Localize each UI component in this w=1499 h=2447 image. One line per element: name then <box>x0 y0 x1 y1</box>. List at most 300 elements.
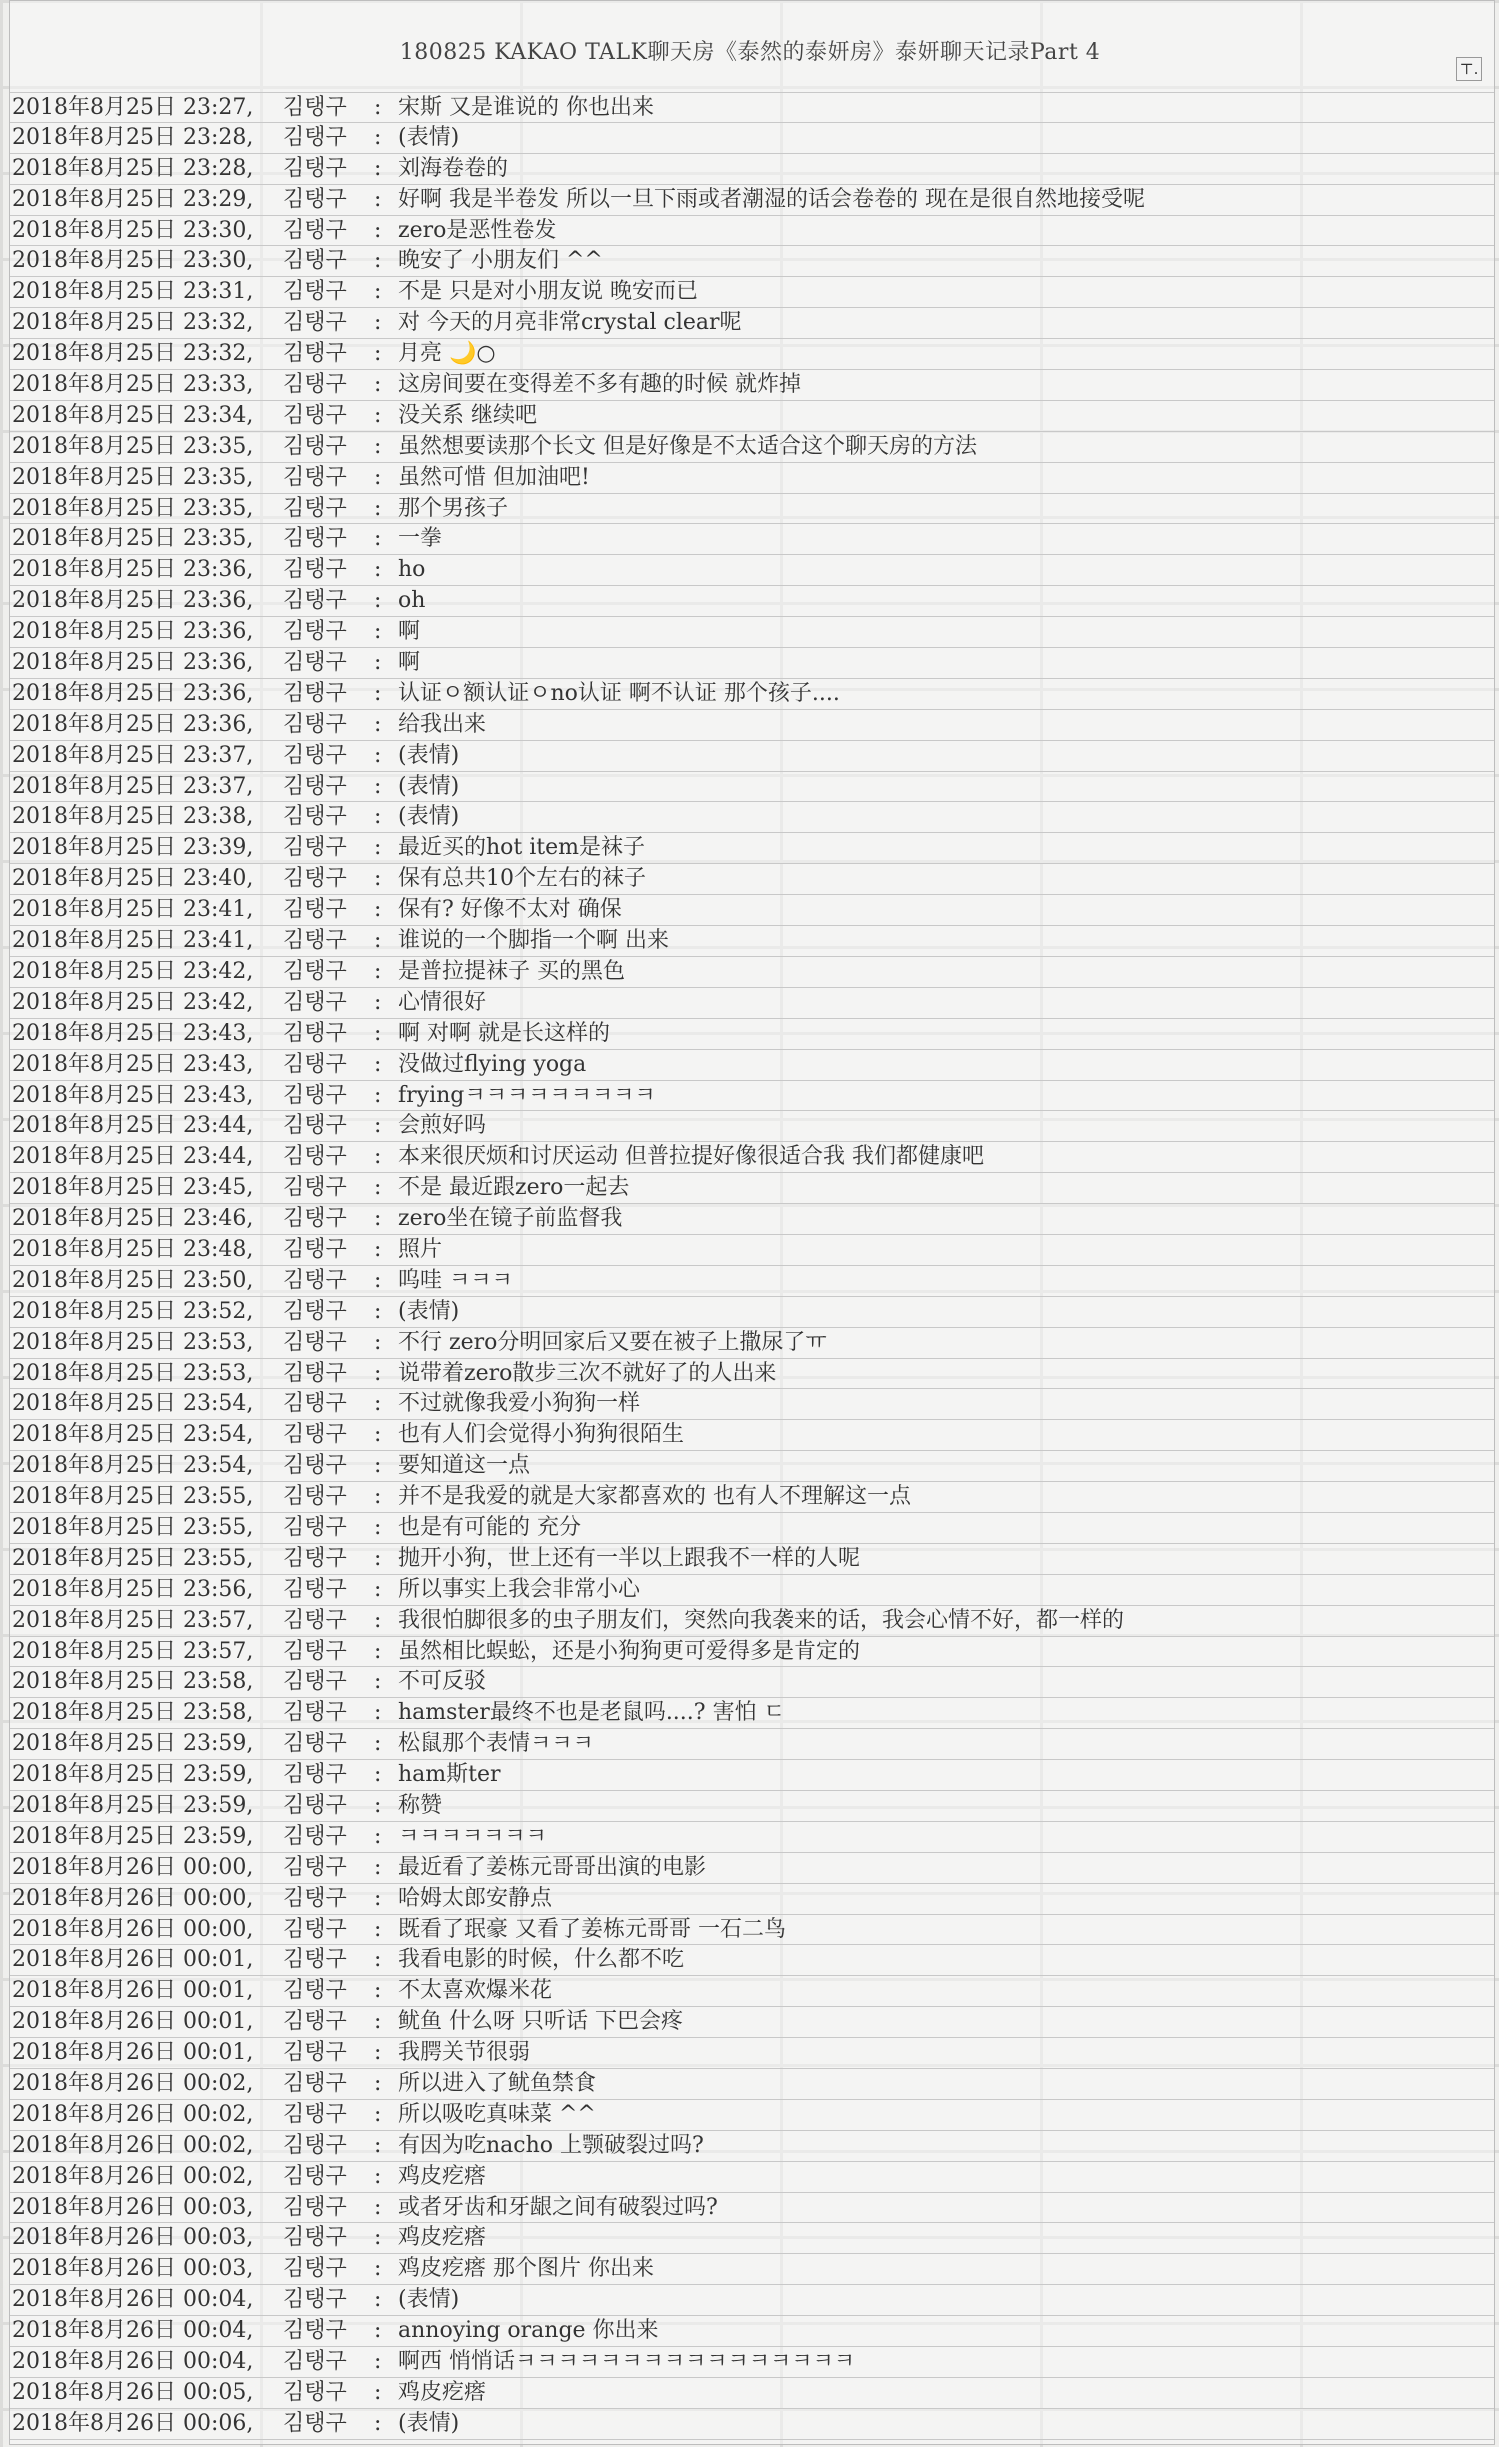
separator: : <box>374 958 382 984</box>
table-row <box>10 401 1494 432</box>
timestamp: 2018年8月25日 23:50, <box>12 1267 254 1293</box>
table-row <box>10 1111 1494 1142</box>
separator: : <box>374 1916 382 1942</box>
message-text: 这房间要在变得差不多有趣的时候 就炸掉 <box>398 372 801 398</box>
timestamp: 2018年8月26日 00:03, <box>12 2256 254 2282</box>
message-text: 鸡皮疙瘩 那个图片 你出来 <box>398 2256 654 2282</box>
sender-name: 김탱구 <box>283 1082 347 1108</box>
sender-name: 김탱구 <box>283 2410 347 2436</box>
message-text: 刘海卷卷的 <box>398 155 509 181</box>
table-row <box>10 2254 1494 2285</box>
separator: : <box>374 186 382 212</box>
message-text: 保有? 好像不太对 确保 <box>398 897 622 923</box>
message-text: (表情) <box>398 2410 460 2436</box>
separator: : <box>374 650 382 676</box>
table-row <box>10 1884 1494 1915</box>
separator: : <box>374 1267 382 1293</box>
message-text: ho <box>398 557 426 583</box>
sender-name: 김탱구 <box>283 1329 347 1355</box>
separator: : <box>374 1206 382 1232</box>
timestamp: 2018年8月25日 23:46, <box>12 1206 254 1232</box>
table-row <box>10 1976 1494 2007</box>
sender-name: 김탱구 <box>283 402 347 428</box>
separator: : <box>374 310 382 336</box>
sender-name: 김탱구 <box>283 1422 347 1448</box>
table-row <box>10 895 1494 926</box>
table-row <box>10 2193 1494 2224</box>
separator: : <box>374 928 382 954</box>
table-row <box>10 802 1494 833</box>
timestamp: 2018年8月26日 00:01, <box>12 1947 254 1973</box>
message-text: (表情) <box>398 1298 460 1324</box>
table-row <box>10 1760 1494 1791</box>
timestamp: 2018年8月25日 23:57, <box>12 1607 254 1633</box>
message-text: 认证ㅇ额认证ㅇno认证 啊不认证 那个孩子.... <box>398 680 840 706</box>
timestamp: 2018年8月25日 23:54, <box>12 1453 254 1479</box>
message-text: 所以进入了鱿鱼禁食 <box>398 2071 597 2096</box>
separator: : <box>374 1360 382 1386</box>
table-row <box>10 1142 1494 1173</box>
message-text: 好啊 我是半卷发 所以一旦下雨或者潮湿的话会卷卷的 现在是很自然地接受呢 <box>398 186 1145 212</box>
separator: : <box>374 1978 382 2004</box>
sender-name: 김탱구 <box>283 1206 347 1232</box>
table-row <box>10 2100 1494 2131</box>
table-row <box>10 2038 1494 2069</box>
table-row <box>10 1389 1494 1420</box>
table-row <box>10 710 1494 741</box>
message-text: 最近看了姜栋元哥哥出演的电影 <box>398 1854 707 1880</box>
message-text: fryingㅋㅋㅋㅋㅋㅋㅋㅋㅋ <box>398 1082 656 1108</box>
timestamp: 2018年8月25日 23:34, <box>12 402 254 428</box>
separator: : <box>374 1885 382 1911</box>
sender-name: 김탱구 <box>283 186 347 212</box>
table-row <box>10 1482 1494 1513</box>
sender-name: 김탱구 <box>283 1978 347 2004</box>
separator: : <box>374 279 382 305</box>
separator: : <box>374 1700 382 1726</box>
table-row <box>10 1544 1494 1575</box>
separator: : <box>374 2256 382 2282</box>
table-row <box>10 2162 1494 2193</box>
message-text: 保有总共10个左右的袜子 <box>398 866 646 892</box>
sender-name: 김탱구 <box>283 1144 347 1170</box>
sender-name: 김탱구 <box>283 1298 347 1324</box>
separator: : <box>374 835 382 861</box>
sender-name: 김탱구 <box>283 619 347 645</box>
timestamp: 2018年8月26日 00:02, <box>12 2132 254 2158</box>
separator: : <box>374 588 382 614</box>
timestamp: 2018年8月25日 23:54, <box>12 1391 254 1417</box>
sender-name: 김탱구 <box>283 95 347 120</box>
sender-name: 김탱구 <box>283 495 347 521</box>
timestamp: 2018年8月25日 23:53, <box>12 1360 254 1386</box>
table-row <box>10 2316 1494 2347</box>
sender-name: 김탱구 <box>283 928 347 954</box>
timestamp: 2018年8月25日 23:33, <box>12 372 254 398</box>
timestamp: 2018年8月26日 00:00, <box>12 1854 254 1880</box>
sender-name: 김탱구 <box>283 1700 347 1726</box>
separator: : <box>374 1545 382 1571</box>
timestamp: 2018年8月26日 00:01, <box>12 2040 254 2066</box>
timestamp: 2018年8月25日 23:35, <box>12 464 254 490</box>
separator: : <box>374 1236 382 1262</box>
table-row <box>10 1915 1494 1946</box>
separator: : <box>374 124 382 150</box>
timestamp: 2018年8月25日 23:36, <box>12 711 254 737</box>
table-row <box>10 1513 1494 1544</box>
message-text: ㅋㅋㅋㅋㅋㅋㅋ <box>398 1823 547 1849</box>
timestamp: 2018年8月25日 23:36, <box>12 557 254 583</box>
sender-name: 김탱구 <box>283 835 347 861</box>
message-text: 不过就像我爱小狗狗一样 <box>398 1391 641 1417</box>
sender-name: 김탱구 <box>283 1051 347 1077</box>
timestamp: 2018年8月25日 23:44, <box>12 1144 254 1170</box>
sender-name: 김탱구 <box>283 2225 347 2251</box>
sender-name: 김탱구 <box>283 1576 347 1602</box>
table-row <box>10 1698 1494 1729</box>
separator: : <box>374 1175 382 1201</box>
timestamp: 2018年8月25日 23:43, <box>12 1020 254 1046</box>
message-text: 会煎好吗 <box>398 1113 487 1139</box>
separator: : <box>374 433 382 459</box>
sender-name: 김탱구 <box>283 989 347 1015</box>
sender-name: 김탱구 <box>283 1762 347 1788</box>
timestamp: 2018年8月25日 23:37, <box>12 773 254 799</box>
message-text: (表情) <box>398 773 460 799</box>
separator: : <box>374 2009 382 2035</box>
table-row <box>10 277 1494 308</box>
timestamp: 2018年8月25日 23:36, <box>12 588 254 614</box>
table-row <box>10 246 1494 277</box>
table-row <box>10 92 1494 123</box>
sender-name: 김탱구 <box>283 310 347 336</box>
separator: : <box>374 1607 382 1633</box>
table-row <box>10 1050 1494 1081</box>
sender-name: 김탱구 <box>283 804 347 830</box>
table-row <box>10 1359 1494 1390</box>
sender-name: 김탱구 <box>283 1545 347 1571</box>
message-text: 呜哇 ㅋㅋㅋ <box>398 1267 513 1293</box>
separator: : <box>374 1020 382 1046</box>
sender-name: 김탱구 <box>283 1792 347 1818</box>
timestamp: 2018年8月25日 23:40, <box>12 866 254 892</box>
timestamp: 2018年8月26日 00:00, <box>12 1916 254 1942</box>
table-row <box>10 1266 1494 1297</box>
message-text: (表情) <box>398 124 460 150</box>
sender-name: 김탱구 <box>283 1391 347 1417</box>
message-text: 也有人们会觉得小狗狗很陌生 <box>398 1422 685 1448</box>
table-row <box>10 1019 1494 1050</box>
separator: : <box>374 1854 382 1880</box>
sender-name: 김탱구 <box>283 217 347 243</box>
timestamp: 2018年8月25日 23:59, <box>12 1823 254 1849</box>
separator: : <box>374 402 382 428</box>
message-text: 所以吸吃真味菜 ^^ <box>398 2101 596 2127</box>
separator: : <box>374 2101 382 2127</box>
timestamp: 2018年8月25日 23:27, <box>12 95 254 120</box>
chat-rows <box>10 92 1494 2440</box>
message-text: 没做过flying yoga <box>398 1051 587 1077</box>
message-text: 虽然相比蜈蚣，还是小狗狗更可爱得多是肯定的 <box>398 1638 861 1664</box>
table-row <box>10 2223 1494 2254</box>
table-row <box>10 1235 1494 1266</box>
table-row <box>10 339 1494 370</box>
table-row <box>10 216 1494 247</box>
table-row <box>10 555 1494 586</box>
message-text: 既看了珉豪 又看了姜栋元哥哥 一石二鸟 <box>398 1916 786 1942</box>
table-row <box>10 1606 1494 1637</box>
timestamp: 2018年8月25日 23:58, <box>12 1669 254 1695</box>
separator: : <box>374 341 382 367</box>
sender-name: 김탱구 <box>283 1514 347 1540</box>
table-row <box>10 2347 1494 2378</box>
table-row <box>10 1451 1494 1482</box>
message-text: (表情) <box>398 742 460 768</box>
sender-name: 김탱구 <box>283 1236 347 1262</box>
sender-name: 김탱구 <box>283 1267 347 1293</box>
separator: : <box>374 989 382 1015</box>
sender-name: 김탱구 <box>283 866 347 892</box>
table-row <box>10 679 1494 710</box>
sender-name: 김탱구 <box>283 2071 347 2096</box>
table-row <box>10 1328 1494 1359</box>
table-row <box>10 1822 1494 1853</box>
table-row <box>10 2007 1494 2038</box>
timestamp: 2018年8月25日 23:39, <box>12 835 254 861</box>
message-text: (表情) <box>398 804 460 830</box>
message-text: 不太喜欢爆米花 <box>398 1978 553 2004</box>
timestamp: 2018年8月26日 00:01, <box>12 1978 254 2004</box>
separator: : <box>374 217 382 243</box>
page-title: 180825 KAKAO TALK聊天房《泰然的泰妍房》泰妍聊天记录Part 4 <box>399 40 1101 65</box>
table-row <box>10 1173 1494 1204</box>
separator: : <box>374 1298 382 1324</box>
table-row <box>10 1637 1494 1668</box>
separator: : <box>374 1638 382 1664</box>
message-text: 本来很厌烦和讨厌运动 但普拉提好像很适合我 我们都健康吧 <box>398 1144 984 1170</box>
sender-name: 김탱구 <box>283 372 347 398</box>
message-text: 啊 <box>398 650 421 676</box>
separator: : <box>374 1082 382 1108</box>
sender-name: 김탱구 <box>283 1731 347 1757</box>
sender-name: 김탱구 <box>283 588 347 614</box>
message-text: 或者牙齿和牙龈之间有破裂过吗? <box>398 2194 718 2220</box>
sender-name: 김탱구 <box>283 2318 347 2344</box>
table-row <box>10 988 1494 1019</box>
separator: : <box>374 2163 382 2189</box>
table-row <box>10 833 1494 864</box>
timestamp: 2018年8月25日 23:55, <box>12 1545 254 1571</box>
sender-name: 김탱구 <box>283 1885 347 1911</box>
separator: : <box>374 1051 382 1077</box>
table-row <box>10 524 1494 555</box>
separator: : <box>374 1762 382 1788</box>
separator: : <box>374 2410 382 2436</box>
message-text: 最近买的hot item是袜子 <box>398 835 646 861</box>
message-text: 也是有可能的 充分 <box>398 1514 581 1540</box>
table-row <box>10 741 1494 772</box>
message-text: 我看电影的时候，什么都不吃 <box>398 1947 685 1973</box>
message-text: 晚安了 小朋友们 ^^ <box>398 248 603 274</box>
separator: : <box>374 2194 382 2220</box>
message-text: 是普拉提袜子 买的黑色 <box>398 958 625 984</box>
message-text: oh <box>398 588 426 614</box>
separator: : <box>374 464 382 490</box>
message-text: 啊 对啊 就是长这样的 <box>398 1020 610 1046</box>
timestamp: 2018年8月25日 23:32, <box>12 341 254 367</box>
separator: : <box>374 2349 382 2375</box>
table-row <box>10 463 1494 494</box>
separator: : <box>374 1576 382 1602</box>
table-row <box>10 2069 1494 2100</box>
sender-name: 김탱구 <box>283 2163 347 2189</box>
timestamp: 2018年8月25日 23:55, <box>12 1484 254 1510</box>
separator: : <box>374 95 382 120</box>
separator: : <box>374 2225 382 2251</box>
table-row <box>10 648 1494 679</box>
message-text: 给我出来 <box>398 711 487 737</box>
timestamp: 2018年8月25日 23:43, <box>12 1051 254 1077</box>
message-text: 一拳 <box>398 526 443 552</box>
separator: : <box>374 1113 382 1139</box>
message-text: zero是恶性卷发 <box>398 217 557 243</box>
sender-name: 김탱구 <box>283 1854 347 1880</box>
table-row <box>10 308 1494 339</box>
timestamp: 2018年8月26日 00:03, <box>12 2194 254 2220</box>
sender-name: 김탱구 <box>283 433 347 459</box>
timestamp: 2018年8月25日 23:52, <box>12 1298 254 1324</box>
timestamp: 2018年8月25日 23:44, <box>12 1113 254 1139</box>
separator: : <box>374 1731 382 1757</box>
timestamp: 2018年8月26日 00:04, <box>12 2287 254 2313</box>
separator: : <box>374 1669 382 1695</box>
timestamp: 2018年8月25日 23:56, <box>12 1576 254 1602</box>
message-text: 宋斯 又是谁说的 你也出来 <box>398 95 654 120</box>
separator: : <box>374 2071 382 2096</box>
separator: : <box>374 1947 382 1973</box>
message-text: hamster最终不也是老鼠吗....? 害怕 ㄷ <box>398 1700 785 1726</box>
timestamp: 2018年8月25日 23:45, <box>12 1175 254 1201</box>
separator: : <box>374 557 382 583</box>
table-row <box>10 494 1494 525</box>
message-text: 不行 zero分明回家后又要在被子上撒尿了ㅠ <box>398 1329 827 1355</box>
sender-name: 김탱구 <box>283 279 347 305</box>
table-row <box>10 1204 1494 1235</box>
timestamp: 2018年8月26日 00:06, <box>12 2410 254 2436</box>
table-row <box>10 1667 1494 1698</box>
message-text: annoying orange 你出来 <box>398 2318 659 2344</box>
table-row <box>10 1081 1494 1112</box>
timestamp: 2018年8月25日 23:35, <box>12 433 254 459</box>
sender-name: 김탱구 <box>283 1607 347 1633</box>
sender-name: 김탱구 <box>283 1113 347 1139</box>
sender-name: 김탱구 <box>283 1175 347 1201</box>
separator: : <box>374 2040 382 2066</box>
sender-name: 김탱구 <box>283 1020 347 1046</box>
separator: : <box>374 711 382 737</box>
sender-name: 김탱구 <box>283 650 347 676</box>
sender-name: 김탱구 <box>283 464 347 490</box>
message-text: zero坐在镜子前监督我 <box>398 1206 623 1232</box>
message-text: 那个男孩子 <box>398 495 509 521</box>
table-row <box>10 957 1494 988</box>
message-text: 心情很好 <box>398 989 487 1015</box>
separator: : <box>374 372 382 398</box>
separator: : <box>374 2318 382 2344</box>
sender-name: 김탱구 <box>283 1823 347 1849</box>
sender-name: 김탱구 <box>283 557 347 583</box>
sender-name: 김탱구 <box>283 1669 347 1695</box>
message-text: 说带着zero散步三次不就好了的人出来 <box>398 1360 777 1386</box>
separator: : <box>374 1823 382 1849</box>
separator: : <box>374 773 382 799</box>
sender-name: 김탱구 <box>283 2132 347 2158</box>
filter-icon[interactable]: ⊤. <box>1456 57 1482 81</box>
timestamp: 2018年8月25日 23:58, <box>12 1700 254 1726</box>
timestamp: 2018年8月25日 23:28, <box>12 155 254 181</box>
timestamp: 2018年8月25日 23:53, <box>12 1329 254 1355</box>
table-row <box>10 123 1494 154</box>
message-text: 谁说的一个脚指一个啊 出来 <box>398 928 669 954</box>
sender-name: 김탱구 <box>283 742 347 768</box>
message-text: 不是 最近跟zero一起去 <box>398 1175 630 1201</box>
timestamp: 2018年8月25日 23:32, <box>12 310 254 336</box>
timestamp: 2018年8月25日 23:36, <box>12 680 254 706</box>
timestamp: 2018年8月25日 23:42, <box>12 989 254 1015</box>
timestamp: 2018年8月26日 00:02, <box>12 2163 254 2189</box>
table-row <box>10 617 1494 648</box>
message-text: 不是 只是对小朋友说 晚安而已 <box>398 279 698 305</box>
sender-name: 김탱구 <box>283 2379 347 2405</box>
timestamp: 2018年8月26日 00:02, <box>12 2071 254 2096</box>
table-row <box>10 1297 1494 1328</box>
message-text: 对 今天的月亮非常crystal clear呢 <box>398 310 742 336</box>
separator: : <box>374 2287 382 2313</box>
table-row <box>10 1791 1494 1822</box>
timestamp: 2018年8月25日 23:48, <box>12 1236 254 1262</box>
table-row <box>10 154 1494 185</box>
message-text: 称赞 <box>398 1792 443 1818</box>
table-row <box>10 586 1494 617</box>
sender-name: 김탱구 <box>283 958 347 984</box>
timestamp: 2018年8月25日 23:35, <box>12 495 254 521</box>
timestamp: 2018年8月25日 23:31, <box>12 279 254 305</box>
table-row <box>10 1420 1494 1451</box>
timestamp: 2018年8月25日 23:38, <box>12 804 254 830</box>
sender-name: 김탱구 <box>283 124 347 150</box>
table-row <box>10 926 1494 957</box>
sender-name: 김탱구 <box>283 2040 347 2066</box>
table-row <box>10 1853 1494 1884</box>
sender-name: 김탱구 <box>283 1360 347 1386</box>
timestamp: 2018年8月26日 00:04, <box>12 2318 254 2344</box>
message-text: (表情) <box>398 2287 460 2313</box>
message-text: 松鼠那个表情ㅋㅋㅋ <box>398 1731 594 1757</box>
timestamp: 2018年8月25日 23:59, <box>12 1731 254 1757</box>
timestamp: 2018年8月25日 23:43, <box>12 1082 254 1108</box>
timestamp: 2018年8月26日 00:05, <box>12 2379 254 2405</box>
message-text: 虽然想要读那个长文 但是好像是不太适合这个聊天房的方法 <box>398 433 977 459</box>
message-text: 抛开小狗，世上还有一半以上跟我不一样的人呢 <box>398 1545 861 1571</box>
separator: : <box>374 1514 382 1540</box>
separator: : <box>374 866 382 892</box>
table-row <box>10 2131 1494 2162</box>
sender-name: 김탱구 <box>283 1484 347 1510</box>
sender-name: 김탱구 <box>283 711 347 737</box>
separator: : <box>374 248 382 274</box>
message-text: 有因为吃nacho 上颚破裂过吗? <box>398 2132 704 2158</box>
timestamp: 2018年8月26日 00:00, <box>12 1885 254 1911</box>
